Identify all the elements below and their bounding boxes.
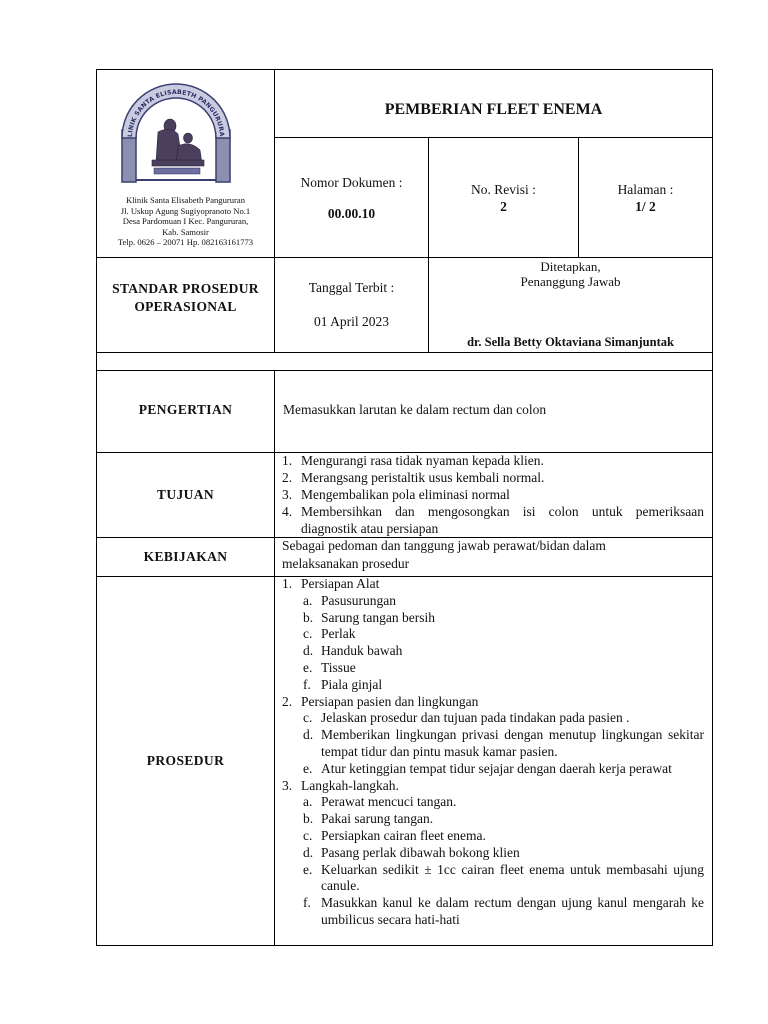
list-item — [282, 503, 704, 537]
pengertian-label: PENGERTIAN — [138, 402, 233, 417]
kebijakan-text: Sebagai pedoman dan tanggung jawab perawat/bidan dalam melaksanakan prosedur — [282, 538, 606, 571]
logo-arc-text: LINIK SANTA ELISABETH PANGURURA — [126, 88, 226, 138]
approved-role: Penanggung Jawab — [520, 274, 621, 289]
list-item — [282, 862, 704, 896]
step-title-text: Persiapan Alat — [301, 576, 380, 591]
clinic-line: Telp. 0626 – 20071 Hp. 082163161773 — [117, 237, 254, 247]
step-title — [282, 694, 704, 711]
list-marker: 4. — [282, 504, 293, 519]
step-item: Perlak — [321, 626, 356, 642]
list-item — [282, 486, 704, 503]
step-item: Masukkan kanul ke dalam rectum dengan ujung kanul mengarah ke umbilicus secara hati-hati — [321, 895, 704, 927]
step-item: Keluarkan sedikit ± 1cc cairan fleet enema untuk membasahi ujung canule. — [321, 861, 704, 894]
step-item: Pakai sarung tangan. — [321, 811, 434, 827]
page-value: 1/ 2 — [635, 199, 656, 214]
list-marker: b. — [303, 609, 314, 625]
doc-number-label: Nomor Dokumen : — [300, 175, 403, 190]
step-title — [282, 778, 704, 795]
clinic-line: Jl. Uskup Agung Sugiyopranoto No.1 — [120, 205, 251, 216]
list-item — [282, 895, 704, 929]
step-item: Handuk bawah — [321, 643, 403, 659]
step-item: Pasusurungan — [321, 592, 396, 608]
list-item — [282, 452, 704, 469]
revision-label: No. Revisi : — [471, 182, 536, 197]
clinic-line: Desa Pardomuan I Kec. Pangururan, — [122, 216, 249, 226]
page-label: Halaman : — [617, 182, 674, 197]
step-item: Perawat mencuci tangan. — [321, 794, 457, 810]
list-marker: 3. — [282, 487, 293, 502]
list-item — [282, 710, 704, 727]
list-item — [282, 660, 704, 677]
approver-name: dr. Sella Betty Oktaviana Simanjuntak — [467, 335, 674, 349]
issued-label: Tanggal Terbit : — [308, 280, 395, 295]
step-title-text: Langkah-langkah. — [301, 777, 399, 793]
list-marker: f. — [303, 676, 311, 692]
list-marker: e. — [303, 659, 313, 675]
tujuan-item: Mengurangi rasa tidak nyaman kepada klien. — [301, 453, 544, 468]
doc-number-cell — [274, 137, 429, 258]
step-title-text: Persiapan pasien dan lingkungan — [301, 693, 479, 709]
spacer-row — [96, 352, 713, 371]
issued-cell — [274, 257, 429, 353]
list-marker: 2. — [282, 470, 293, 485]
list-item — [282, 593, 704, 610]
step-title — [282, 576, 704, 593]
list-marker: e. — [303, 861, 313, 877]
list-marker: b. — [303, 811, 314, 827]
prosedur-list — [282, 576, 704, 929]
tujuan-item: Mengembalikan pola eliminasi normal — [301, 487, 510, 502]
clinic-line: Kab. Samosir — [162, 226, 209, 237]
list-marker: d. — [303, 643, 314, 659]
list-item — [282, 845, 704, 862]
list-item — [282, 761, 704, 778]
approved-label: Ditetapkan, — [540, 259, 601, 274]
clinic-line: Klinik Santa Elisabeth Pangururan — [125, 195, 246, 205]
list-item — [282, 643, 704, 660]
list-marker: 2. — [282, 693, 293, 709]
issued-date: 01 April 2023 — [313, 314, 389, 329]
prosedur-label: PROSEDUR — [146, 753, 225, 768]
list-marker: e. — [303, 760, 313, 776]
step-item: Sarung tangan bersih — [321, 609, 435, 625]
list-marker: 1. — [282, 453, 293, 468]
list-marker: c. — [303, 827, 313, 843]
list-item — [282, 677, 704, 694]
list-item — [282, 794, 704, 811]
sop-title: STANDAR PROSEDUR OPERASIONAL — [112, 281, 259, 314]
list-item — [282, 727, 704, 761]
clinic-logo-image — [118, 80, 234, 184]
list-marker: f. — [303, 895, 311, 911]
tujuan-item: Merangsang peristaltik usus kembali normal. — [301, 470, 545, 485]
tujuan-list — [282, 452, 704, 537]
list-marker: 1. — [282, 576, 293, 591]
doc-number-value: 00.00.10 — [327, 206, 376, 221]
list-item — [282, 469, 704, 486]
clinic-logo — [118, 80, 234, 184]
step-item: Memberikan lingkungan privasi dengan menutup lingkungan sekitar tempat tidur dan pintu masuk kamar pasien. — [321, 727, 704, 759]
revision-value: 2 — [500, 199, 507, 214]
step-item: Piala ginjal — [321, 676, 383, 692]
tujuan-item: Membersihkan dan mengosongkan isi colon untuk pemeriksaan diagnostik atau persiapan — [301, 504, 704, 536]
step-item: Jelaskan prosedur dan tujuan pada tindakan pada pasien . — [321, 710, 630, 726]
pengertian-text: Memasukkan larutan ke dalam rectum dan colon — [283, 402, 547, 417]
list-item — [282, 811, 704, 828]
clinic-address — [98, 195, 273, 248]
kebijakan-label: KEBIJAKAN — [143, 549, 228, 564]
tujuan-label: TUJUAN — [156, 487, 215, 502]
list-item — [282, 610, 704, 627]
list-item — [282, 828, 704, 845]
list-marker: a. — [303, 592, 313, 608]
list-marker: 3. — [282, 777, 293, 793]
list-marker: d. — [303, 727, 314, 743]
list-marker: d. — [303, 844, 314, 860]
list-marker: c. — [303, 626, 313, 642]
list-marker: c. — [303, 710, 313, 726]
step-item: Pasang perlak dibawah bokong klien — [321, 844, 520, 860]
document-title: PEMBERIAN FLEET ENEMA — [384, 101, 603, 118]
step-item: Persiapkan cairan fleet enema. — [321, 827, 486, 843]
step-item: Tissue — [321, 659, 356, 675]
list-item — [282, 626, 704, 643]
list-marker: a. — [303, 794, 313, 810]
step-item: Atur ketinggian tempat tidur sejajar dengan daerah kerja perawat — [321, 760, 672, 776]
